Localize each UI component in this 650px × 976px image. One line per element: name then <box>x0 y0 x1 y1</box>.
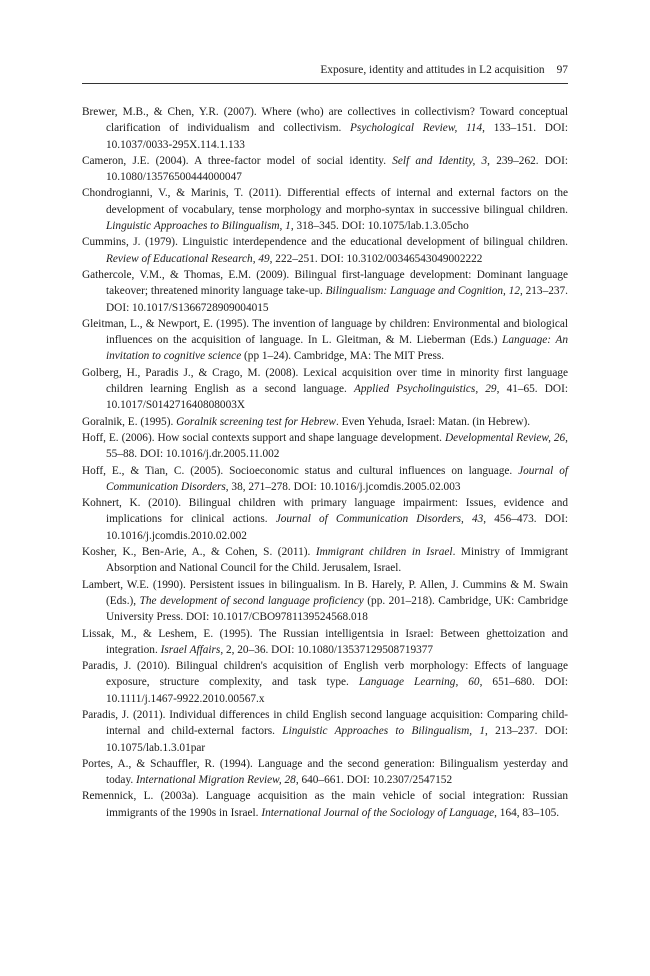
reference-entry: Gleitman, L., & Newport, E. (1995). The invention of language by children: Environmental and biological influences on the acquisition of language. In L. Gleitman, & M. Lieberman (Eds.) Language: An invitation to cognitive science (pp 1–24). Cambridge, MA: The MIT Press. <box>82 317 568 363</box>
reference-entry: Goralnik, E. (1995). Goralnik screening test for Hebrew. Even Yehuda, Israel: Matan. (in Hebrew). <box>82 415 531 428</box>
reference-entry: Kohnert, K. (2010). Bilingual children with primary language impairment: Issues, evidence and implications for clinical actions. Journal of Communication Disorders, 43, 456–473. DOI: 10.1016/j.jcomdis.2010.02.002 <box>82 497 568 542</box>
reference-entry: Paradis, J. (2010). Bilingual children's acquisition of English verb morphology: Effects of language exposure, structure complexity, and task type. Language Learning, 60, 651–680. DOI: 10.1111/j.1467-9922.2010.00567.x <box>82 660 568 705</box>
header-rule <box>82 83 568 84</box>
page-number: 97 <box>556 64 568 76</box>
reference-entry: Chondrogianni, V., & Marinis, T. (2011). Differential effects of internal and external factors on the development of vocabulary, tense morphology and morpho-syntax in successive bilingual children. Linguistic Approaches to Bilingualism, 1, 318–345. DOI: 10.1075/lab.1.3.05cho <box>82 187 568 233</box>
reference-entry: Gathercole, V.M., & Thomas, E.M. (2009). Bilingual first-language development: Dominant language takeover; threatened minority language take-up. Bilingualism: Language and Cognition, 12, 213–237. DOI: 10.1017/S1366728909004015 <box>82 268 568 314</box>
reference-entry: Kosher, K., Ben-Arie, A., & Cohen, S. (2011). Immigrant children in Israel. Ministry of Immigrant Absorption and National Council for the Child. Jerusalem, Israel. <box>82 546 569 575</box>
reference-entry: Cameron, J.E. (2004). A three-factor model of social identity. Self and Identity, 3, 239–262. DOI: 10.1080/13576500444000047 <box>82 154 568 184</box>
reference-entry: Remennick, L. (2003a). Language acquisition as the main vehicle of social integration: Russian immigrants of the 1990s in Israel. International Journal of the Sociology of Language, 164, 83–105. <box>82 790 568 819</box>
reference-entry: Lambert, W.E. (1990). Persistent issues in bilingualism. In B. Harely, P. Allen, J. Cummins & M. Swain (Eds.), The development of second language proficiency (pp. 201–218). Cambridge, UK: Cambridge University Press. DOI: 10.1017/CBO9781139524568.018 <box>82 578 568 624</box>
reference-entry: Portes, A., & Schauffler, R. (1994). Language and the second generation: Bilingualism yesterday and today. International Migration Review, 28, 640–661. DOI: 10.2307/2547152 <box>82 757 568 787</box>
reference-entry: Cummins, J. (1979). Linguistic interdependence and the educational development of bilingual children. Review of Educational Research, 49, 222–251. DOI: 10.3102/00346543049002222 <box>82 236 568 265</box>
running-header <box>82 64 568 76</box>
reference-list <box>82 104 568 821</box>
running-title: Exposure, identity and attitudes in L2 acquisition <box>320 64 545 76</box>
reference-entry: Brewer, M.B., & Chen, Y.R. (2007). Where (who) are collectives in collectivism? Toward conceptual clarification of individualism and collectivism. Psychological Review, 114, 133–151. DOI: 10.1037/0033-295X.114.1.133 <box>82 106 568 151</box>
reference-entry: Golberg, H., Paradis J., & Crago, M. (2008). Lexical acquisition over time in minority first language children learning English as a second language. Applied Psycholinguistics, 29, 41–65. DOI: 10.1017/S014271640808003X <box>82 366 568 412</box>
reference-entry: Lissak, M., & Leshem, E. (1995). The Russian intelligentsia in Israel: Between ghettoization and integration. Israel Affairs, 2, 20–36. DOI: 10.1080/13537129508719377 <box>82 627 568 656</box>
reference-entry: Hoff, E., & Tian, C. (2005). Socioeconomic status and cultural influences on language. Journal of Communication Disorders, 38, 271–278. DOI: 10.1016/j.jcomdis.2005.02.003 <box>82 464 568 493</box>
reference-entry: Hoff, E. (2006). How social contexts support and shape language development. Developmental Review, 26, 55–88. DOI: 10.1016/j.dr.2005.11.002 <box>82 431 568 461</box>
reference-entry: Paradis, J. (2011). Individual differences in child English second language acquisition: Comparing child-internal and child-external factors. Linguistic Approaches to Bilingualism, 1, 213–237. DOI: 10.1075/lab.1.3.01par <box>82 708 568 754</box>
